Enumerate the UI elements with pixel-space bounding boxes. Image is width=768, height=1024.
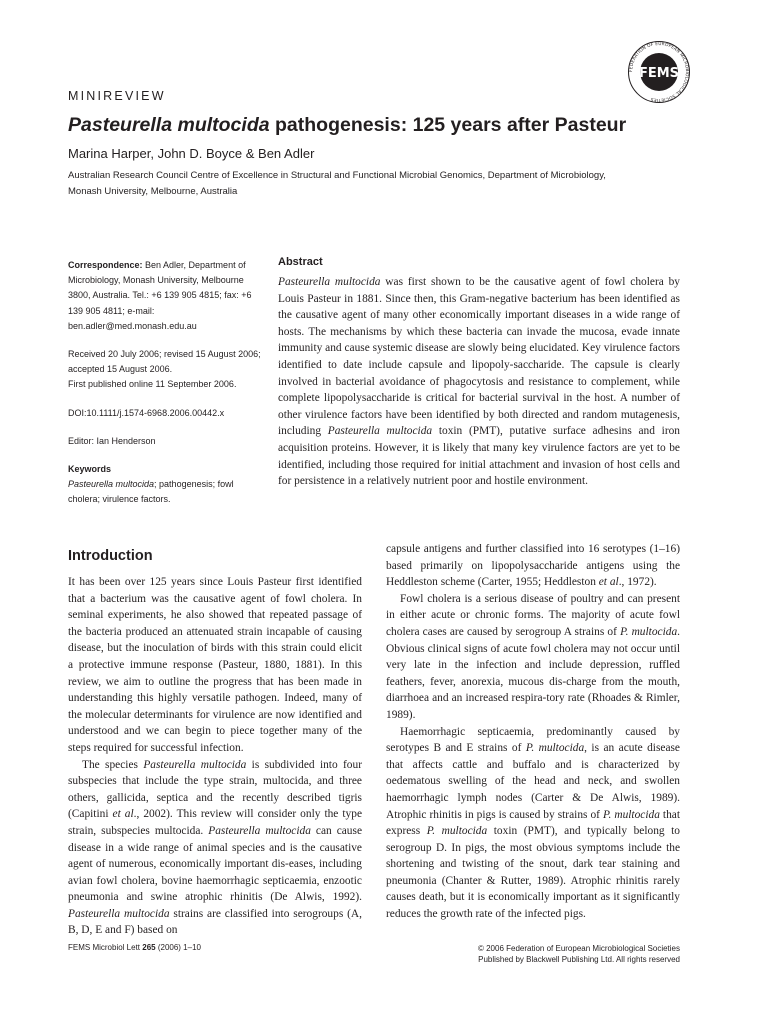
paragraph: It has been over 125 years since Louis Pasteur first identified that a bacterium was the causative agent of fowl cholera. In seminal experiments, he also showed that repeated passage of the bacteria produced an attenuated strain incapable of causing disease, but the inoculation of birds with this strain could elicit a protective immune response (Pasteur, 1880, 1881). In this review, we aim to outline the progress that has been made in understanding this highly versatile pathogen. Indeed, many of the molecular determinants for virulence are now identified and understood and we can begin to piece together many of the steps required for successful infection.	[68, 576, 362, 754]
article-metadata	[68, 258, 268, 508]
keywords: Pasteurella multocida; pathogenesis; fowl cholera; virulence factors.	[68, 479, 234, 505]
title-species: Pasteurella multocida	[68, 114, 270, 136]
fems-logo	[627, 40, 691, 104]
dates: Received 20 July 2006; revised 15 August 2006; accepted 15 August 2006. First published online 11 September 2006.	[68, 349, 261, 390]
svg-text:FEDERATION OF EUROPEAN MICROBI: FEDERATION OF EUROPEAN MICROBIOLOGICAL SOCIETIES	[628, 41, 690, 103]
fems-logo-text: FEMS	[638, 66, 680, 81]
affiliation: Australian Research Council Centre of Excellence in Structural and Functional Microbial Genomics, Department of Microbiology, Monash University, Melbourne, Australia	[68, 170, 606, 197]
title-rest: pathogenesis: 125 years after Pasteur	[269, 114, 627, 136]
paragraph: The species Pasteurella multocida is subdivided into four subspecies that include the type strain, multocida, and three others, gallicida, septica and the recently described tigris (Capitini et al., 2002). This review will consider only the type strain, subspecies multocida. Pasteurella multocida can cause disease in a wide range of animal species and is the causative agent of numerous, economically important dis-eases, including avian fowl cholera, bovine haemorrhagic septicaemia, enzootic pneumonia and swine atrophic rhinitis (De Alwis, 1992). Pasteurella multocida strains are classified into serogroups (A, B, D, E and F) based on	[68, 758, 362, 937]
section-heading-introduction: Introduction	[68, 548, 153, 564]
publisher-line: Published by Blackwell Publishing Ltd. All rights reserved	[478, 955, 680, 964]
author-list: Marina Harper, John D. Boyce & Ben Adler	[68, 146, 315, 161]
keywords-heading: Keywords	[68, 464, 112, 475]
copyright-notice	[440, 943, 680, 965]
paragraph: capsule antigens and further classified into 16 serotypes (1–16) based primarily on lipopolysaccharide antigens using the Heddleston scheme (Carter, 1955; Heddleston et al., 1972).	[386, 543, 680, 589]
doi: DOI:10.1111/j.1574-6968.2006.00442.x	[68, 407, 225, 418]
copyright-line: © 2006 Federation of European Microbiological Societies	[477, 944, 680, 953]
abstract-text: Pasteurella multocida was first shown to be the causative agent of fowl cholera by Louis Pasteur in 1881. Since then, this Gram-negative bacterium has been identified as the causative agent of many other economically important diseases in a wide range of hosts. The mechanisms by which these bacteria can invade the mucosa, evade innate immunity and cause systemic disease are slowly being elucidated. Key virulence factors identified to date include capsule and lipopoly-saccharide. The capsule is clearly involved in bacterial avoidance of phagocytosis and resistance to complement, while complete lipopolysaccharide is critical for bacterial survival in the host. A number of other virulence factors have been identified by both directed and random mutagenesis, including Pasteurella multocida toxin (PMT), putative surface adhesins and iron acquisition proteins. However, it is likely that many key virulence factors are yet to be identified, including those required for initial attachment and invasion of host cells and for persistence in a relatively nutrient poor and hostile environment.	[278, 276, 681, 488]
paragraph: Haemorrhagic septicaemia, predominantly caused by serotypes B and E strains of P. multocida, is an acute disease that affects cattle and buffalo and is characterized by oedematous swelling of the head and neck, and swollen haemorrhagic lymph nodes (Carter & De Alwis, 1989). Atrophic rhinitis in pigs is caused by strains of P. multocida that express P. multocida toxin (PMT), and typically belong to serogroup D. In pigs, the most obvious symptoms include the shortening and twisting of the snout, dark tear staining and pneumonia (Chanter & Rutter, 1989). Atrophic rhinitis rarely causes death, but it is economically important as it significantly reduces the growth rate of the infected pigs.	[386, 725, 681, 921]
editor: Editor: Ian Henderson	[68, 435, 156, 446]
article-title	[68, 114, 626, 137]
article-type: MINIREVIEW	[68, 89, 166, 103]
body-column-right	[386, 541, 680, 923]
paragraph: Fowl cholera is a serious disease of poultry and can present in either acute or chronic forms. The majority of acute fowl cholera cases are caused by serogroup A strains of P. multocida. Obvious clinical signs of acute fowl cholera may not occur until very late in the infection and include depression, ruffled feathers, fever, anorexia, mucous dis-charge from the mouth, diarrhoea and an increased respira-tory rate (Rhoades & Rimler, 1989).	[386, 592, 680, 721]
journal-citation: FEMS Microbiol Lett 265 (2006) 1–10	[68, 943, 201, 952]
body-column-left	[68, 548, 362, 939]
abstract	[278, 256, 680, 490]
correspondence: Correspondence: Ben Adler, Department of Microbiology, Monash University, Melbourne 3800, Australia. Tel.: +6 139 905 4815; fax: +6 139 905 4811; e-mail: ben.adler@med.monash.edu.au	[68, 260, 252, 331]
abstract-heading: Abstract	[278, 256, 323, 268]
